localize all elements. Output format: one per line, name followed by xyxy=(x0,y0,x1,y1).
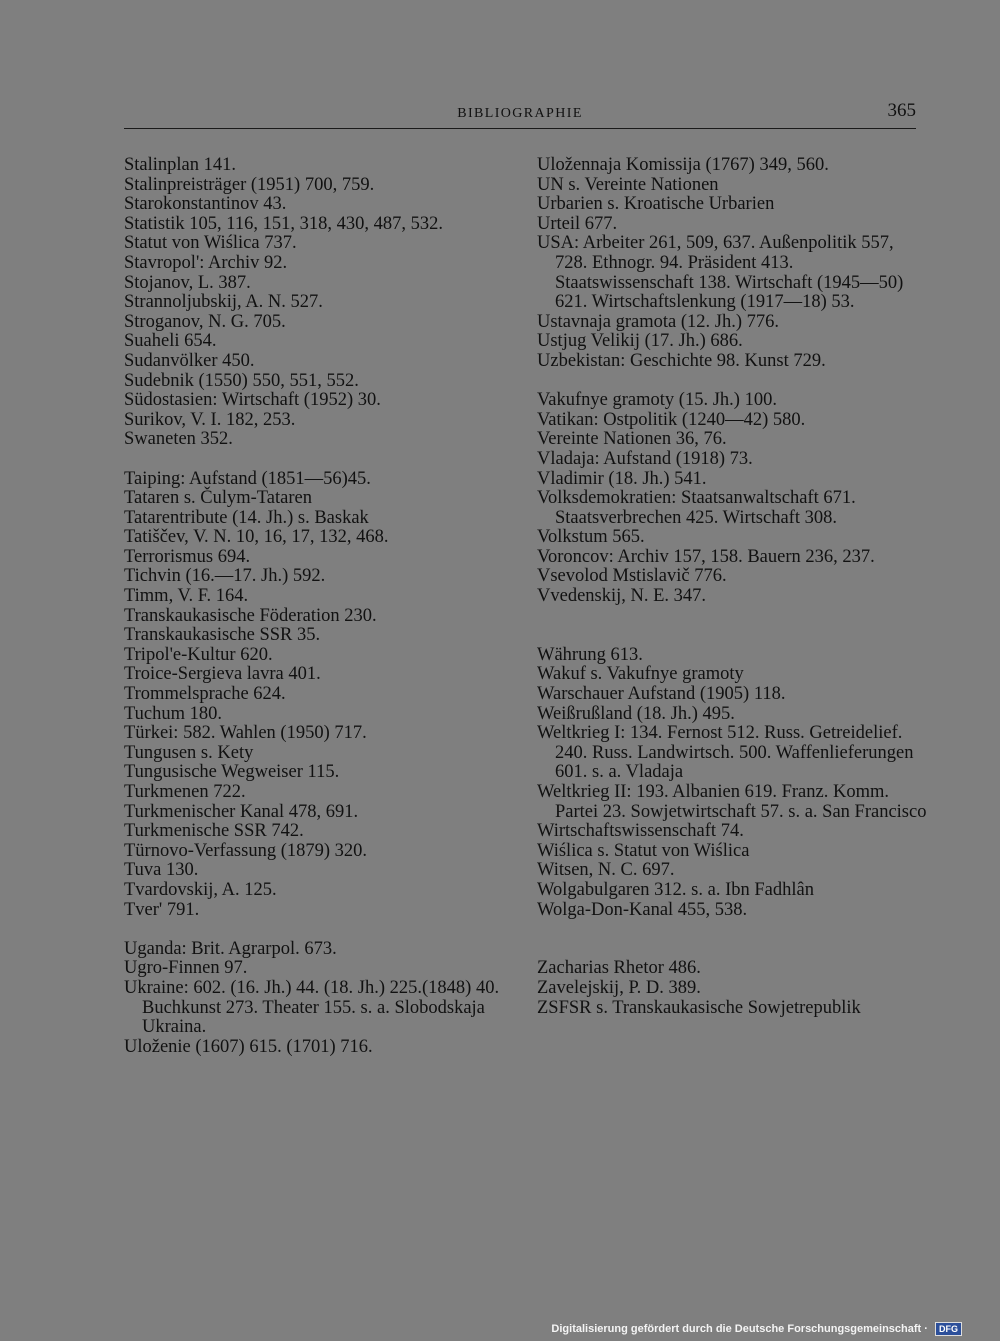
entry-gap xyxy=(124,920,524,940)
entry-gap xyxy=(537,940,927,960)
index-entry: Transkaukasische SSR 35. xyxy=(124,625,321,646)
index-entry: Timm, V. F. 164. xyxy=(124,586,249,607)
index-entry: Vakufnye gramoty (15. Jh.) 100. xyxy=(537,390,777,411)
index-column-left xyxy=(124,156,524,1057)
index-entry: Volksdemokratien: Staatsanwaltschaft 671. Staatsverbrechen 425. Wirtschaft 308. xyxy=(537,488,856,528)
index-entry: Vereinte Nationen 36, 76. xyxy=(537,429,727,450)
index-entry: Weltkrieg II: 193. Albanien 619. Franz. Komm. Partei 23. Sowjetwirtschaft 57. s. a. San Francisco xyxy=(537,782,927,822)
index-entry: Strannoljubskij, A. N. 527. xyxy=(124,292,323,313)
header-rule xyxy=(124,128,916,129)
index-entry: Wirtschaftswissenschaft 74. xyxy=(537,821,744,842)
index-entry: Währung 613. xyxy=(537,644,643,665)
index-entry: Urteil 677. xyxy=(537,213,618,234)
index-entry: Surikov, V. I. 182, 253. xyxy=(124,409,296,430)
index-entry: USA: Arbeiter 261, 509, 637. Außenpolitik 557, 728. Ethnogr. 94. Präsident 413. Staatswissenschaft 138. Wirtschaft (1945—50) 621. Wirtschaftslenkung (1917—18) 53. xyxy=(537,233,904,313)
index-entry: Südostasien: Wirtschaft (1952) 30. xyxy=(124,390,381,411)
index-entry: Warschauer Aufstand (1905) 118. xyxy=(537,684,786,705)
entry-gap xyxy=(124,450,524,470)
index-entry: Statut von Wiślica 737. xyxy=(124,233,297,254)
index-entry: Stojanov, L. 387. xyxy=(124,272,251,293)
index-entry: Tuchum 180. xyxy=(124,703,223,724)
index-entry: Swaneten 352. xyxy=(124,429,233,450)
entry-gap xyxy=(537,920,927,940)
index-entry: Troice-Sergieva lavra 401. xyxy=(124,664,321,685)
index-entry: Stavropol': Archiv 92. xyxy=(124,252,288,273)
running-head-title: BIBLIOGRAPHIE xyxy=(457,106,583,121)
index-entry: Türkei: 582. Wahlen (1950) 717. xyxy=(124,723,367,744)
index-entry: Stroganov, N. G. 705. xyxy=(124,311,286,332)
index-entry: Witsen, N. C. 697. xyxy=(537,860,675,881)
index-entry: Statistik 105, 116, 151, 318, 430, 487, 532. xyxy=(124,213,443,234)
index-entry: Urbarien s. Kroatische Urbarien xyxy=(537,194,775,215)
index-entry: Wiślica s. Statut von Wiślica xyxy=(537,840,750,861)
index-entry: Uzbekistan: Geschichte 98. Kunst 729. xyxy=(537,350,826,371)
dfg-logo: DFG xyxy=(935,1322,962,1336)
index-entry: Sudanvölker 450. xyxy=(124,350,255,371)
index-entry: Tvardovskij, A. 125. xyxy=(124,879,277,900)
index-entry: Tver' 791. xyxy=(124,899,200,920)
index-entry: Ugro-Finnen 97. xyxy=(124,958,248,979)
index-entry: Tichvin (16.—17. Jh.) 592. xyxy=(124,566,326,587)
index-entry: Wolgabulgaren 312. s. a. Ibn Fadhlân xyxy=(537,879,814,900)
index-entry: Terrorismus 694. xyxy=(124,546,251,567)
index-entry: Uganda: Brit. Agrarpol. 673. xyxy=(124,938,337,959)
index-entry: Stalinpreisträger (1951) 700, 759. xyxy=(124,174,375,195)
index-entry: Voroncov: Archiv 157, 158. Bauern 236, 237. xyxy=(537,546,875,567)
index-entry: Turkmenen 722. xyxy=(124,782,246,802)
index-entry: Wakuf s. Vakufnye gramoty xyxy=(537,664,744,685)
page-number: 365 xyxy=(887,100,916,121)
index-entry: Wolga-Don-Kanal 455, 538. xyxy=(537,899,748,920)
index-entry: Turkmenische SSR 742. xyxy=(124,821,304,842)
index-entry: Sudebnik (1550) 550, 551, 552. xyxy=(124,370,359,391)
index-entry: Tataren s. Čulym-Tataren xyxy=(124,488,312,509)
index-entry: Starokonstantinov 43. xyxy=(124,194,287,215)
index-entry: Vsevolod Mstislavič 776. xyxy=(537,566,727,587)
index-entry: Uložennaja Komissija (1767) 349, 560. xyxy=(537,155,829,175)
index-entry: Vatikan: Ostpolitik (1240—42) 580. xyxy=(537,409,806,430)
index-entry: Suaheli 654. xyxy=(124,331,217,352)
index-entry: Taiping: Aufstand (1851—56)45. xyxy=(124,468,371,489)
index-column-right xyxy=(537,156,927,1018)
index-entry: Zacharias Rhetor 486. xyxy=(537,958,701,979)
index-entry: Tatiščev, V. N. 10, 16, 17, 132, 468. xyxy=(124,527,389,548)
index-entry: Tuva 130. xyxy=(124,860,199,881)
entry-gap xyxy=(537,626,927,646)
index-entry: Ustavnaja gramota (12. Jh.) 776. xyxy=(537,311,779,332)
index-entry: Weltkrieg I: 134. Fernost 512. Russ. Getreidelief. 240. Russ. Landwirtsch. 500. Waffenlieferungen 601. s. a. Vladaja xyxy=(537,723,914,783)
index-entry: Türnovo-Verfassung (1879) 320. xyxy=(124,840,368,861)
index-entry: Volkstum 565. xyxy=(537,527,645,548)
footer-text: Digitalisierung gefördert durch die Deutsche Forschungsgemeinschaft · xyxy=(551,1322,928,1335)
index-entry: ZSFSR s. Transkaukasische Sowjetrepublik xyxy=(537,997,861,1018)
index-entry: Vladaja: Aufstand (1918) 73. xyxy=(537,448,753,469)
index-entry: Vvedenskij, N. E. 347. xyxy=(537,586,707,607)
index-entry: UN s. Vereinte Nationen xyxy=(537,174,719,195)
index-entry: Tripol'e-Kultur 620. xyxy=(124,644,273,665)
index-entry: Tungusen s. Kety xyxy=(124,742,254,763)
index-entry: Tungusische Wegweiser 115. xyxy=(124,762,340,783)
index-entry: Tatarentribute (14. Jh.) s. Baskak xyxy=(124,507,369,528)
index-entry: Zavelejskij, P. D. 389. xyxy=(537,977,701,998)
index-entry: Trommelsprache 624. xyxy=(124,684,286,705)
digitization-footer xyxy=(551,1322,962,1336)
index-entry: Ustjug Velikij (17. Jh.) 686. xyxy=(537,331,743,352)
index-entry: Vladimir (18. Jh.) 541. xyxy=(537,468,707,489)
index-entry: Transkaukasische Föderation 230. xyxy=(124,605,377,626)
index-entry: Uloženie (1607) 615. (1701) 716. xyxy=(124,1036,373,1057)
index-entry: Turkmenischer Kanal 478, 691. xyxy=(124,801,359,822)
index-entry: Weißrußland (18. Jh.) 495. xyxy=(537,703,735,724)
entry-gap xyxy=(537,607,927,627)
index-entry: Ukraine: 602. (16. Jh.) 44. (18. Jh.) 225.(1848) 40. Buchkunst 273. Theater 155. s. a. Slobodskaja Ukraina. xyxy=(124,977,500,1038)
entry-gap xyxy=(537,372,927,392)
index-entry: Stalinplan 141. xyxy=(124,155,237,175)
